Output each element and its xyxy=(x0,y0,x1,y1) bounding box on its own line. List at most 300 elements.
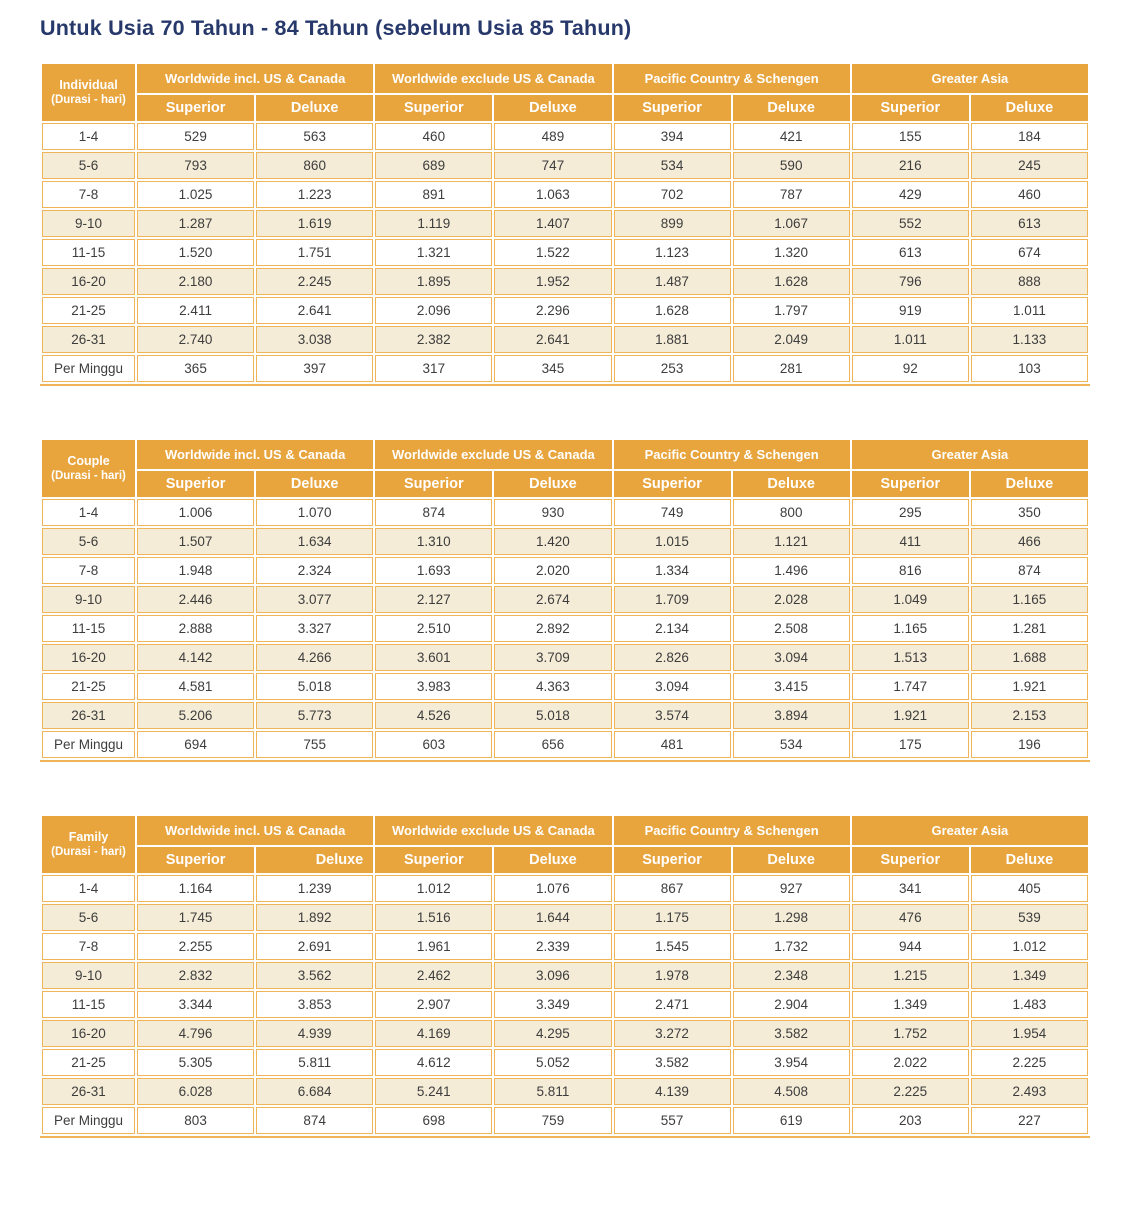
price-cell: 489 xyxy=(494,123,611,150)
price-cell: 1.133 xyxy=(971,326,1088,353)
price-cell: 888 xyxy=(971,268,1088,295)
price-cell: 5.241 xyxy=(375,1078,492,1105)
price-cell: 5.206 xyxy=(137,702,254,729)
duration-cell: 11-15 xyxy=(42,239,135,266)
price-cell: 350 xyxy=(971,499,1088,526)
duration-cell: 26-31 xyxy=(42,702,135,729)
duration-cell: 16-20 xyxy=(42,1020,135,1047)
plan-type-header-deluxe: Deluxe xyxy=(256,95,373,121)
price-cell: 534 xyxy=(733,731,850,758)
category-header-couple xyxy=(42,440,135,497)
price-cell: 175 xyxy=(852,731,969,758)
price-cell: 476 xyxy=(852,904,969,931)
price-cell: 1.223 xyxy=(256,181,373,208)
price-cell: 2.904 xyxy=(733,991,850,1018)
duration-cell: 21-25 xyxy=(42,1049,135,1076)
price-cell: 1.895 xyxy=(375,268,492,295)
price-cell: 3.094 xyxy=(614,673,731,700)
category-header-individual xyxy=(42,64,135,121)
price-cell: 4.508 xyxy=(733,1078,850,1105)
price-cell: 2.225 xyxy=(852,1078,969,1105)
duration-cell: 1-4 xyxy=(42,499,135,526)
plan-type-header-superior: Superior xyxy=(375,847,492,873)
duration-cell: 21-25 xyxy=(42,297,135,324)
price-cell: 1.215 xyxy=(852,962,969,989)
table-row xyxy=(42,181,1088,208)
duration-cell: 11-15 xyxy=(42,991,135,1018)
duration-cell: 7-8 xyxy=(42,181,135,208)
table-row xyxy=(42,702,1088,729)
price-cell: 3.954 xyxy=(733,1049,850,1076)
price-cell: 3.038 xyxy=(256,326,373,353)
price-cell: 603 xyxy=(375,731,492,758)
price-cell: 4.581 xyxy=(137,673,254,700)
price-cell: 1.516 xyxy=(375,904,492,931)
table-row xyxy=(42,557,1088,584)
price-cell: 619 xyxy=(733,1107,850,1134)
price-cell: 3.344 xyxy=(137,991,254,1018)
price-cell: 2.892 xyxy=(494,615,611,642)
price-cell: 2.382 xyxy=(375,326,492,353)
plan-type-header-superior: Superior xyxy=(375,95,492,121)
duration-cell: 1-4 xyxy=(42,875,135,902)
region-group-header-0: Worldwide incl. US & Canada xyxy=(137,816,373,845)
price-cell: 1.119 xyxy=(375,210,492,237)
category-label: Individual xyxy=(59,77,118,92)
price-cell: 253 xyxy=(614,355,731,382)
price-cell: 563 xyxy=(256,123,373,150)
price-cell: 203 xyxy=(852,1107,969,1134)
price-cell: 2.641 xyxy=(494,326,611,353)
price-cell: 2.446 xyxy=(137,586,254,613)
price-cell: 4.295 xyxy=(494,1020,611,1047)
price-cell: 899 xyxy=(614,210,731,237)
duration-cell: 9-10 xyxy=(42,586,135,613)
price-cell: 749 xyxy=(614,499,731,526)
price-cell: 245 xyxy=(971,152,1088,179)
region-group-header-1: Worldwide exclude US & Canada xyxy=(375,64,611,93)
price-cell: 2.641 xyxy=(256,297,373,324)
price-cell: 747 xyxy=(494,152,611,179)
plan-type-header-superior: Superior xyxy=(852,471,969,497)
price-cell: 613 xyxy=(852,239,969,266)
region-group-header-2: Pacific Country & Schengen xyxy=(614,440,850,469)
price-cell: 2.255 xyxy=(137,933,254,960)
price-cell: 2.471 xyxy=(614,991,731,1018)
price-cell: 689 xyxy=(375,152,492,179)
price-cell: 2.691 xyxy=(256,933,373,960)
price-cell: 5.811 xyxy=(256,1049,373,1076)
price-cell: 2.049 xyxy=(733,326,850,353)
price-cell: 1.015 xyxy=(614,528,731,555)
price-cell: 1.349 xyxy=(852,991,969,1018)
price-cell: 874 xyxy=(375,499,492,526)
price-cell: 557 xyxy=(614,1107,731,1134)
duration-cell: 9-10 xyxy=(42,962,135,989)
table-row xyxy=(42,731,1088,758)
price-cell: 4.939 xyxy=(256,1020,373,1047)
price-cell: 3.601 xyxy=(375,644,492,671)
price-cell: 867 xyxy=(614,875,731,902)
price-cell: 1.520 xyxy=(137,239,254,266)
price-cell: 930 xyxy=(494,499,611,526)
table-row xyxy=(42,933,1088,960)
duration-cell: 9-10 xyxy=(42,210,135,237)
table-row xyxy=(42,1078,1088,1105)
duration-unit-label: (Durasi - hari) xyxy=(51,846,126,859)
plan-type-header-superior: Superior xyxy=(375,471,492,497)
price-cell: 481 xyxy=(614,731,731,758)
price-cell: 2.510 xyxy=(375,615,492,642)
price-cell: 1.513 xyxy=(852,644,969,671)
price-cell: 796 xyxy=(852,268,969,295)
price-cell: 2.180 xyxy=(137,268,254,295)
price-cell: 103 xyxy=(971,355,1088,382)
table-row xyxy=(42,991,1088,1018)
price-cell: 1.025 xyxy=(137,181,254,208)
price-cell: 2.493 xyxy=(971,1078,1088,1105)
price-cell: 2.826 xyxy=(614,644,731,671)
table-row xyxy=(42,123,1088,150)
duration-unit-label: (Durasi - hari) xyxy=(51,470,126,483)
rate-sheet-page xyxy=(40,16,1090,1138)
plan-type-header-deluxe: Deluxe xyxy=(256,471,373,497)
region-group-header-2: Pacific Country & Schengen xyxy=(614,816,850,845)
duration-cell: 5-6 xyxy=(42,904,135,931)
price-cell: 590 xyxy=(733,152,850,179)
duration-cell: 16-20 xyxy=(42,644,135,671)
price-cell: 3.272 xyxy=(614,1020,731,1047)
price-cell: 2.127 xyxy=(375,586,492,613)
price-cell: 800 xyxy=(733,499,850,526)
price-cell: 1.321 xyxy=(375,239,492,266)
plan-type-header-deluxe: Deluxe xyxy=(971,95,1088,121)
price-cell: 2.153 xyxy=(971,702,1088,729)
region-group-header-0: Worldwide incl. US & Canada xyxy=(137,440,373,469)
price-cell: 3.983 xyxy=(375,673,492,700)
price-cell: 1.628 xyxy=(733,268,850,295)
plan-type-header-deluxe: Deluxe xyxy=(733,847,850,873)
price-cell: 1.709 xyxy=(614,586,731,613)
plan-type-header-deluxe: Deluxe xyxy=(494,471,611,497)
duration-cell: Per Minggu xyxy=(42,1107,135,1134)
price-cell: 3.077 xyxy=(256,586,373,613)
price-cell: 1.175 xyxy=(614,904,731,931)
table-row xyxy=(42,528,1088,555)
region-group-header-3: Greater Asia xyxy=(852,64,1088,93)
price-cell: 1.881 xyxy=(614,326,731,353)
plan-type-header-deluxe: Deluxe xyxy=(971,471,1088,497)
price-cell: 1.921 xyxy=(852,702,969,729)
table-row xyxy=(42,239,1088,266)
table-row xyxy=(42,586,1088,613)
duration-cell: 11-15 xyxy=(42,615,135,642)
region-group-header-3: Greater Asia xyxy=(852,816,1088,845)
table-row xyxy=(42,1049,1088,1076)
price-cell: 397 xyxy=(256,355,373,382)
price-cell: 2.225 xyxy=(971,1049,1088,1076)
price-cell: 2.096 xyxy=(375,297,492,324)
plan-type-header-deluxe: Deluxe xyxy=(971,847,1088,873)
duration-cell: Per Minggu xyxy=(42,731,135,758)
plan-type-header-deluxe: Deluxe xyxy=(494,95,611,121)
price-cell: 1.011 xyxy=(852,326,969,353)
duration-cell: 5-6 xyxy=(42,528,135,555)
price-cell: 1.487 xyxy=(614,268,731,295)
price-cell: 196 xyxy=(971,731,1088,758)
price-cell: 3.562 xyxy=(256,962,373,989)
price-cell: 803 xyxy=(137,1107,254,1134)
price-cell: 1.063 xyxy=(494,181,611,208)
price-cell: 5.052 xyxy=(494,1049,611,1076)
price-cell: 4.266 xyxy=(256,644,373,671)
table-row xyxy=(42,210,1088,237)
price-cell: 1.287 xyxy=(137,210,254,237)
price-cell: 1.522 xyxy=(494,239,611,266)
price-cell: 1.745 xyxy=(137,904,254,931)
price-cell: 613 xyxy=(971,210,1088,237)
price-cell: 927 xyxy=(733,875,850,902)
price-cell: 1.496 xyxy=(733,557,850,584)
price-cell: 2.028 xyxy=(733,586,850,613)
price-table-couple xyxy=(40,438,1090,762)
price-cell: 874 xyxy=(256,1107,373,1134)
price-cell: 2.740 xyxy=(137,326,254,353)
price-cell: 1.952 xyxy=(494,268,611,295)
duration-cell: Per Minggu xyxy=(42,355,135,382)
price-cell: 1.067 xyxy=(733,210,850,237)
price-cell: 552 xyxy=(852,210,969,237)
price-cell: 3.349 xyxy=(494,991,611,1018)
price-cell: 1.747 xyxy=(852,673,969,700)
duration-cell: 26-31 xyxy=(42,1078,135,1105)
plan-type-header-superior: Superior xyxy=(137,95,254,121)
price-cell: 4.169 xyxy=(375,1020,492,1047)
price-cell: 460 xyxy=(971,181,1088,208)
price-cell: 345 xyxy=(494,355,611,382)
price-cell: 1.334 xyxy=(614,557,731,584)
duration-cell: 7-8 xyxy=(42,933,135,960)
price-cell: 1.751 xyxy=(256,239,373,266)
table-row xyxy=(42,673,1088,700)
price-cell: 694 xyxy=(137,731,254,758)
price-cell: 3.327 xyxy=(256,615,373,642)
price-cell: 394 xyxy=(614,123,731,150)
price-cell: 365 xyxy=(137,355,254,382)
table-row xyxy=(42,644,1088,671)
duration-cell: 1-4 xyxy=(42,123,135,150)
table-row xyxy=(42,499,1088,526)
price-cell: 1.121 xyxy=(733,528,850,555)
price-cell: 534 xyxy=(614,152,731,179)
price-cell: 1.165 xyxy=(852,615,969,642)
table-row xyxy=(42,268,1088,295)
table-row xyxy=(42,1020,1088,1047)
price-cell: 1.644 xyxy=(494,904,611,931)
price-cell: 4.612 xyxy=(375,1049,492,1076)
table-row xyxy=(42,875,1088,902)
price-cell: 2.348 xyxy=(733,962,850,989)
price-cell: 2.411 xyxy=(137,297,254,324)
duration-cell: 21-25 xyxy=(42,673,135,700)
price-cell: 2.832 xyxy=(137,962,254,989)
price-cell: 92 xyxy=(852,355,969,382)
price-cell: 1.011 xyxy=(971,297,1088,324)
price-cell: 1.954 xyxy=(971,1020,1088,1047)
price-cell: 1.628 xyxy=(614,297,731,324)
price-cell: 1.070 xyxy=(256,499,373,526)
price-cell: 1.507 xyxy=(137,528,254,555)
duration-cell: 7-8 xyxy=(42,557,135,584)
price-cell: 1.752 xyxy=(852,1020,969,1047)
price-cell: 1.948 xyxy=(137,557,254,584)
price-cell: 3.709 xyxy=(494,644,611,671)
table-row xyxy=(42,326,1088,353)
region-group-header-3: Greater Asia xyxy=(852,440,1088,469)
price-cell: 6.684 xyxy=(256,1078,373,1105)
price-cell: 405 xyxy=(971,875,1088,902)
price-table-individual xyxy=(40,62,1090,386)
price-cell: 674 xyxy=(971,239,1088,266)
price-cell: 755 xyxy=(256,731,373,758)
price-cell: 1.545 xyxy=(614,933,731,960)
price-cell: 1.732 xyxy=(733,933,850,960)
price-cell: 1.921 xyxy=(971,673,1088,700)
price-cell: 5.018 xyxy=(494,702,611,729)
price-cell: 1.892 xyxy=(256,904,373,931)
price-cell: 3.894 xyxy=(733,702,850,729)
price-cell: 317 xyxy=(375,355,492,382)
price-cell: 1.483 xyxy=(971,991,1088,1018)
plan-type-header-deluxe: Deluxe xyxy=(494,847,611,873)
price-cell: 2.245 xyxy=(256,268,373,295)
price-cell: 2.296 xyxy=(494,297,611,324)
price-cell: 891 xyxy=(375,181,492,208)
price-cell: 1.006 xyxy=(137,499,254,526)
plan-type-header-deluxe: Deluxe xyxy=(733,95,850,121)
price-cell: 1.320 xyxy=(733,239,850,266)
price-cell: 2.674 xyxy=(494,586,611,613)
plan-type-header-superior: Superior xyxy=(614,95,731,121)
price-cell: 460 xyxy=(375,123,492,150)
price-cell: 2.020 xyxy=(494,557,611,584)
price-cell: 2.462 xyxy=(375,962,492,989)
duration-cell: 5-6 xyxy=(42,152,135,179)
region-group-header-1: Worldwide exclude US & Canada xyxy=(375,440,611,469)
plan-type-header-superior: Superior xyxy=(614,847,731,873)
price-cell: 1.164 xyxy=(137,875,254,902)
price-cell: 421 xyxy=(733,123,850,150)
price-cell: 3.582 xyxy=(733,1020,850,1047)
price-cell: 155 xyxy=(852,123,969,150)
price-cell: 295 xyxy=(852,499,969,526)
price-cell: 1.688 xyxy=(971,644,1088,671)
price-cell: 1.076 xyxy=(494,875,611,902)
table-row xyxy=(42,355,1088,382)
price-cell: 281 xyxy=(733,355,850,382)
category-label: Couple xyxy=(67,453,110,468)
price-cell: 656 xyxy=(494,731,611,758)
price-cell: 5.811 xyxy=(494,1078,611,1105)
price-cell: 793 xyxy=(137,152,254,179)
duration-cell: 16-20 xyxy=(42,268,135,295)
price-cell: 1.797 xyxy=(733,297,850,324)
price-cell: 216 xyxy=(852,152,969,179)
price-cell: 874 xyxy=(971,557,1088,584)
price-cell: 1.961 xyxy=(375,933,492,960)
price-cell: 2.508 xyxy=(733,615,850,642)
plan-type-header-deluxe: Deluxe xyxy=(256,847,373,873)
price-cell: 5.773 xyxy=(256,702,373,729)
category-label: Family xyxy=(68,829,109,844)
table-row xyxy=(42,615,1088,642)
table-row xyxy=(42,1107,1088,1134)
price-cell: 1.281 xyxy=(971,615,1088,642)
duration-unit-label: (Durasi - hari) xyxy=(51,94,126,107)
price-cell: 2.888 xyxy=(137,615,254,642)
price-cell: 1.123 xyxy=(614,239,731,266)
price-cell: 5.018 xyxy=(256,673,373,700)
price-cell: 227 xyxy=(971,1107,1088,1134)
price-cell: 860 xyxy=(256,152,373,179)
price-cell: 2.907 xyxy=(375,991,492,1018)
price-cell: 698 xyxy=(375,1107,492,1134)
price-cell: 3.415 xyxy=(733,673,850,700)
region-group-header-0: Worldwide incl. US & Canada xyxy=(137,64,373,93)
plan-type-header-deluxe: Deluxe xyxy=(733,471,850,497)
price-cell: 759 xyxy=(494,1107,611,1134)
price-cell: 1.310 xyxy=(375,528,492,555)
price-cell: 1.349 xyxy=(971,962,1088,989)
region-group-header-2: Pacific Country & Schengen xyxy=(614,64,850,93)
plan-type-header-superior: Superior xyxy=(614,471,731,497)
price-cell: 702 xyxy=(614,181,731,208)
price-cell: 1.298 xyxy=(733,904,850,931)
price-cell: 2.022 xyxy=(852,1049,969,1076)
price-cell: 816 xyxy=(852,557,969,584)
price-cell: 466 xyxy=(971,528,1088,555)
price-cell: 341 xyxy=(852,875,969,902)
price-cell: 5.305 xyxy=(137,1049,254,1076)
price-cell: 1.049 xyxy=(852,586,969,613)
plan-type-header-superior: Superior xyxy=(852,847,969,873)
table-row xyxy=(42,297,1088,324)
price-tables xyxy=(40,62,1090,1138)
price-cell: 1.012 xyxy=(375,875,492,902)
price-cell: 3.096 xyxy=(494,962,611,989)
price-cell: 3.582 xyxy=(614,1049,731,1076)
price-cell: 4.796 xyxy=(137,1020,254,1047)
price-cell: 1.239 xyxy=(256,875,373,902)
price-cell: 4.363 xyxy=(494,673,611,700)
price-cell: 1.693 xyxy=(375,557,492,584)
price-cell: 411 xyxy=(852,528,969,555)
price-cell: 1.420 xyxy=(494,528,611,555)
table-row xyxy=(42,962,1088,989)
price-cell: 1.165 xyxy=(971,586,1088,613)
price-cell: 429 xyxy=(852,181,969,208)
price-cell: 1.978 xyxy=(614,962,731,989)
table-row xyxy=(42,152,1088,179)
region-group-header-1: Worldwide exclude US & Canada xyxy=(375,816,611,845)
price-cell: 4.142 xyxy=(137,644,254,671)
price-cell: 529 xyxy=(137,123,254,150)
plan-type-header-superior: Superior xyxy=(852,95,969,121)
price-cell: 2.324 xyxy=(256,557,373,584)
price-cell: 184 xyxy=(971,123,1088,150)
plan-type-header-superior: Superior xyxy=(137,847,254,873)
plan-type-header-superior: Superior xyxy=(137,471,254,497)
